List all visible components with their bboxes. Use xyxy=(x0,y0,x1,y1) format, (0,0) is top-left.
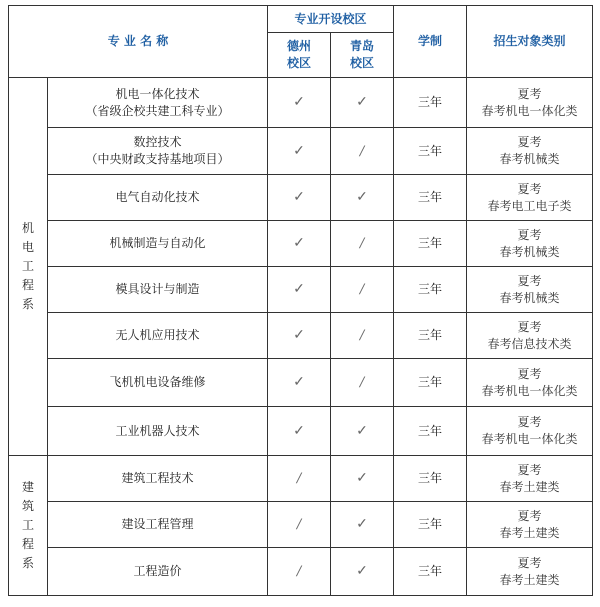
category-cell: 夏考 春考机电一体化类 xyxy=(467,78,593,128)
department-name xyxy=(9,456,48,596)
category-cell: 夏考 春考机械类 xyxy=(467,128,593,175)
table-row xyxy=(9,128,593,175)
major-name: 机械制造与自动化 xyxy=(48,221,268,267)
table-body xyxy=(9,78,593,596)
dezhou-offered: ✓ xyxy=(268,267,331,313)
qingdao-offered: ✓ xyxy=(331,456,394,502)
qingdao-offered: ✓ xyxy=(331,548,394,596)
qingdao-offered: ✓ xyxy=(331,407,394,456)
qingdao-offered: / xyxy=(331,359,394,407)
dezhou-offered: ✓ xyxy=(268,407,331,456)
duration-cell: 三年 xyxy=(394,78,467,128)
duration-cell: 三年 xyxy=(394,128,467,175)
qingdao-offered: ✓ xyxy=(331,175,394,221)
qingdao-offered: / xyxy=(331,221,394,267)
table-row xyxy=(9,267,593,313)
duration-cell: 三年 xyxy=(394,456,467,502)
qingdao-offered: ✓ xyxy=(331,78,394,128)
qingdao-offered: / xyxy=(331,267,394,313)
department-label: 机电工程系 xyxy=(21,221,34,311)
table-row xyxy=(9,407,593,456)
table-row xyxy=(9,175,593,221)
table-row xyxy=(9,221,593,267)
category-cell: 夏考 春考土建类 xyxy=(467,548,593,596)
header-duration: 学制 xyxy=(394,6,467,78)
major-name: 模具设计与制造 xyxy=(48,267,268,313)
header-category: 招生对象类别 xyxy=(467,6,593,78)
major-name: 电气自动化技术 xyxy=(48,175,268,221)
qingdao-offered: / xyxy=(331,313,394,359)
duration-cell: 三年 xyxy=(394,267,467,313)
category-cell: 夏考 春考机械类 xyxy=(467,267,593,313)
dezhou-offered: ✓ xyxy=(268,128,331,175)
dezhou-offered: ✓ xyxy=(268,221,331,267)
header-campus-dezhou: 德州 校区 xyxy=(268,33,331,78)
table-row xyxy=(9,313,593,359)
major-name: 飞机机电设备维修 xyxy=(48,359,268,407)
major-name: 机电一体化技术 （省级企校共建工科专业） xyxy=(48,78,268,128)
table-row xyxy=(9,78,593,128)
department-name xyxy=(9,78,48,456)
majors-table xyxy=(8,5,593,596)
duration-cell: 三年 xyxy=(394,407,467,456)
category-cell: 夏考 春考土建类 xyxy=(467,502,593,548)
category-cell: 夏考 春考机电一体化类 xyxy=(467,407,593,456)
dezhou-offered: ✓ xyxy=(268,78,331,128)
major-name: 工业机器人技术 xyxy=(48,407,268,456)
qingdao-offered: ✓ xyxy=(331,502,394,548)
table-row xyxy=(9,502,593,548)
department-label: 建筑工程系 xyxy=(21,480,34,570)
category-cell: 夏考 春考土建类 xyxy=(467,456,593,502)
dezhou-offered: / xyxy=(268,502,331,548)
duration-cell: 三年 xyxy=(394,175,467,221)
duration-cell: 三年 xyxy=(394,359,467,407)
category-cell: 夏考 春考信息技术类 xyxy=(467,313,593,359)
header-campus-qingdao: 青岛 校区 xyxy=(331,33,394,78)
category-cell: 夏考 春考机电一体化类 xyxy=(467,359,593,407)
table-row xyxy=(9,359,593,407)
major-name: 工程造价 xyxy=(48,548,268,596)
qingdao-offered: / xyxy=(331,128,394,175)
duration-cell: 三年 xyxy=(394,548,467,596)
dezhou-offered: / xyxy=(268,548,331,596)
table-row xyxy=(9,548,593,596)
dezhou-offered: ✓ xyxy=(268,359,331,407)
duration-cell: 三年 xyxy=(394,502,467,548)
header-major: 专 业 名 称 xyxy=(9,6,268,78)
category-cell: 夏考 春考机械类 xyxy=(467,221,593,267)
category-cell: 夏考 春考电工电子类 xyxy=(467,175,593,221)
dezhou-offered: / xyxy=(268,456,331,502)
header-campus-group: 专业开设校区 xyxy=(268,6,394,33)
duration-cell: 三年 xyxy=(394,313,467,359)
major-name: 数控技术 （中央财政支持基地项目） xyxy=(48,128,268,175)
dezhou-offered: ✓ xyxy=(268,313,331,359)
major-name: 无人机应用技术 xyxy=(48,313,268,359)
duration-cell: 三年 xyxy=(394,221,467,267)
dezhou-offered: ✓ xyxy=(268,175,331,221)
major-name: 建设工程管理 xyxy=(48,502,268,548)
major-name: 建筑工程技术 xyxy=(48,456,268,502)
table-row xyxy=(9,456,593,502)
